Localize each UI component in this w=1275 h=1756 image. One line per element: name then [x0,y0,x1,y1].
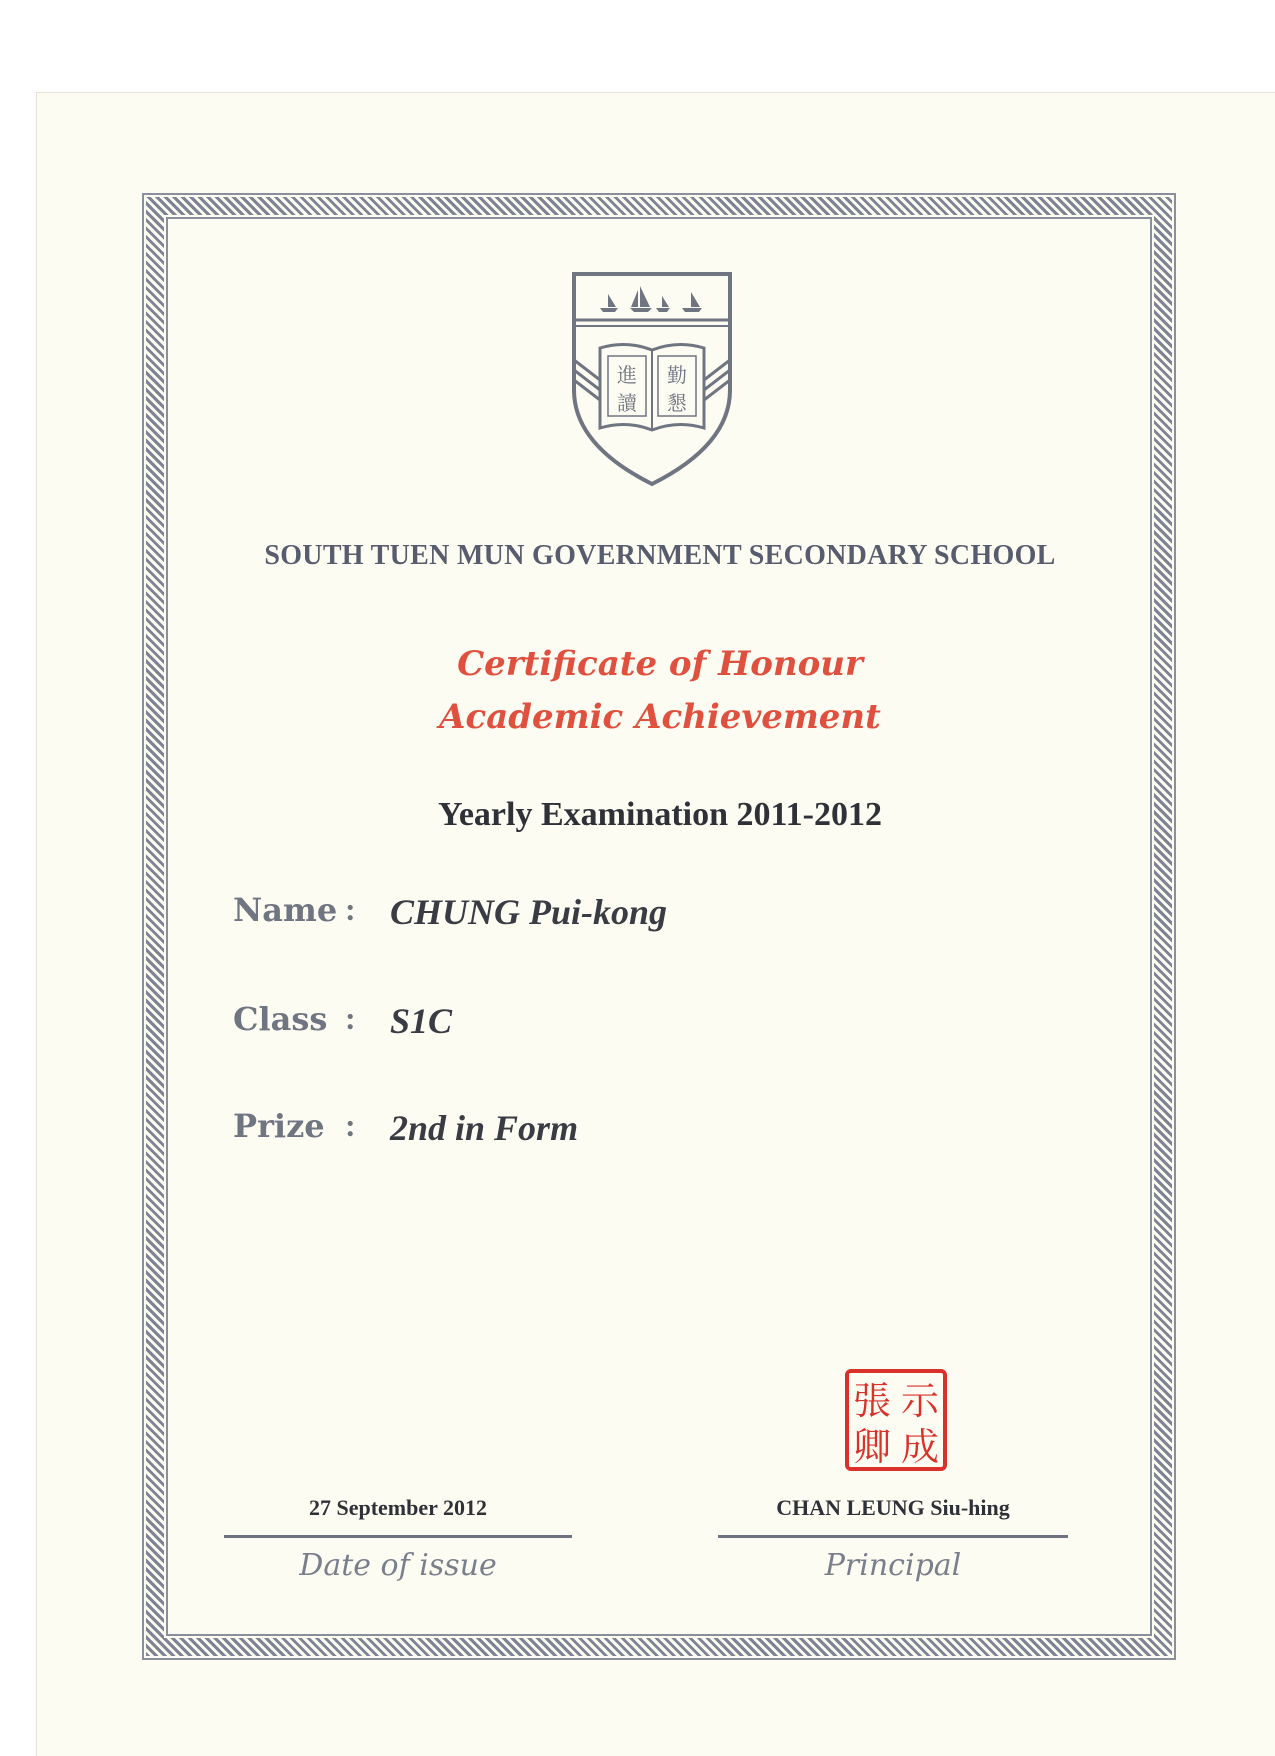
prize-value: 2nd in Form [390,1108,579,1148]
seal-char: 卿 [852,1425,892,1469]
crest-char: 勤 [667,363,687,387]
principal-caption: Principal [824,1548,962,1583]
class-label: Class [233,1000,328,1038]
date-signature-line [224,1535,572,1538]
seal-char: 張 [852,1379,892,1423]
name-label: Name [233,891,338,929]
class-row [233,1000,1033,1050]
name-value: CHUNG Pui-kong [390,892,668,932]
prize-row [233,1107,1033,1157]
examination-title: Yearly Examination 2011-2012 [438,796,882,833]
class-value: S1C [390,1001,453,1041]
school-name: SOUTH TUEN MUN GOVERNMENT SECONDARY SCHOOL [264,540,1056,571]
date-of-issue-caption: Date of issue [299,1548,497,1583]
class-colon: : [345,1000,356,1036]
principal-signature-line [718,1535,1068,1538]
crest-char: 進 [617,363,637,387]
prize-label: Prize [233,1107,325,1145]
crest-char: 懇 [667,391,687,415]
principal-seal-icon [844,1368,948,1472]
school-crest-icon [570,270,734,490]
name-colon: : [345,891,356,927]
certificate-title: Certificate of Honour [457,644,863,684]
certificate-subtitle: Academic Achievement [439,697,881,737]
date-of-issue-value: 27 September 2012 [308,1495,488,1520]
seal-char: 成 [900,1425,940,1469]
name-row [233,891,1033,941]
prize-colon: : [345,1107,356,1143]
crest-char: 讀 [617,391,637,415]
seal-char: 示 [900,1379,940,1423]
principal-name: CHAN LEUNG Siu-hing [776,1495,1010,1520]
